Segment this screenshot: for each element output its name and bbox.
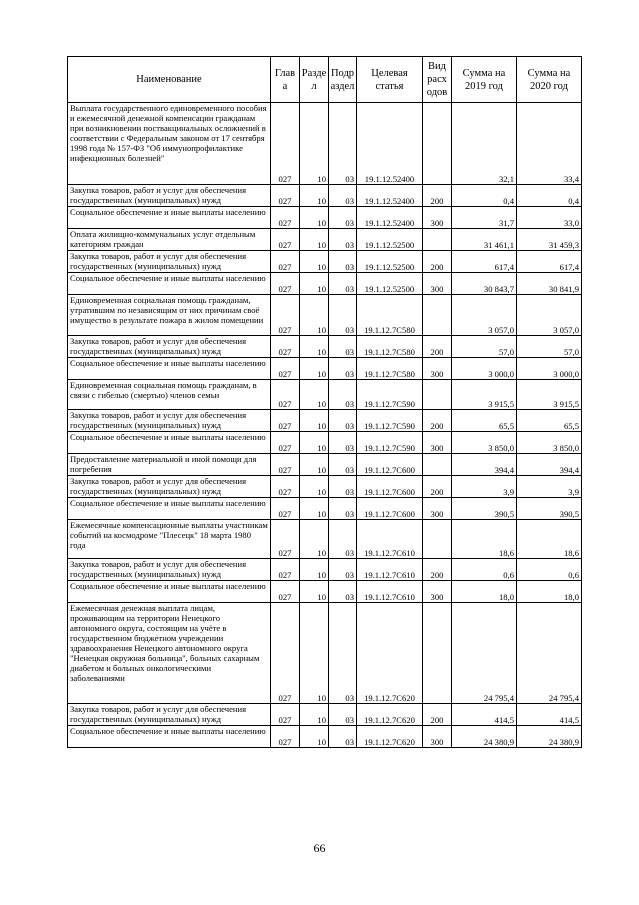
table-row [68,295,582,336]
glava-cell: 027 [271,454,300,476]
row-name-cell: Закупка товаров, работ и услуг для обеспечения государственных (муниципальных) нужд [68,476,271,498]
vid-cell: 300 [423,207,452,229]
sum-2020-cell: 18,0 [517,581,582,603]
glava-cell: 027 [271,520,300,559]
row-name-cell: Закупка товаров, работ и услуг для обеспечения государственных (муниципальных) нужд [68,704,271,726]
row-name-cell: Социальное обеспечение и иные выплаты населению [68,273,271,295]
glava-cell: 027 [271,498,300,520]
vid-cell: 200 [423,476,452,498]
target-cell: 19.1.12.7C600 [357,498,423,520]
vid-cell [423,380,452,410]
target-cell: 19.1.12.52400 [357,185,423,207]
vid-cell [423,603,452,704]
sum-2020-cell: 3 057,0 [517,295,582,336]
podrazdel-cell: 03 [329,410,357,432]
podrazdel-cell: 03 [329,476,357,498]
row-name-cell: Социальное обеспечение и иные выплаты населению [68,358,271,380]
table-row [68,273,582,295]
sum-2019-cell: 18,6 [452,520,517,559]
razdel-cell: 10 [300,103,329,185]
header-vid: Вид расх одов [423,57,452,103]
vid-cell: 300 [423,581,452,603]
podrazdel-cell: 03 [329,207,357,229]
sum-2019-cell: 31,7 [452,207,517,229]
page-number: 66 [313,841,326,855]
table-row [68,336,582,358]
razdel-cell: 10 [300,358,329,380]
sum-2019-cell: 0,6 [452,559,517,581]
podrazdel-cell: 03 [329,251,357,273]
vid-cell [423,229,452,251]
row-name-cell: Закупка товаров, работ и услуг для обеспечения государственных (муниципальных) нужд [68,410,271,432]
sum-2019-cell: 24 795,4 [452,603,517,704]
target-cell: 19.1.12.7C620 [357,726,423,748]
target-cell: 19.1.12.7C610 [357,559,423,581]
target-cell: 19.1.12.52400 [357,207,423,229]
row-name-cell: Единовременная социальная помощь гражданам, утратившим по независящим от них причинам своё имущество в результате пожара в жилом помещении [68,295,271,336]
glava-cell: 027 [271,185,300,207]
vid-cell [423,103,452,185]
budget-table [67,56,582,748]
razdel-cell: 10 [300,295,329,336]
sum-2019-cell: 3 057,0 [452,295,517,336]
row-name-cell: Единовременная социальная помощь гражданам, в связи с гибелью (смертью) членов семьи [68,380,271,410]
razdel-cell: 10 [300,336,329,358]
sum-2020-cell: 3 915,5 [517,380,582,410]
vid-cell: 200 [423,410,452,432]
sum-2020-cell: 0,6 [517,559,582,581]
table-row [68,581,582,603]
razdel-cell: 10 [300,454,329,476]
vid-cell [423,295,452,336]
sum-2019-cell: 3,9 [452,476,517,498]
vid-cell: 200 [423,251,452,273]
glava-cell: 027 [271,380,300,410]
target-cell: 19.1.12.7C620 [357,603,423,704]
row-name-cell: Ежемесячные компенсационные выплаты участникам событий на космодроме "Плесецк" 18 марта 1980 года [68,520,271,559]
razdel-cell: 10 [300,273,329,295]
table-row [68,358,582,380]
sum-2020-cell: 65,5 [517,410,582,432]
razdel-cell: 10 [300,603,329,704]
glava-cell: 027 [271,432,300,454]
table-row [68,229,582,251]
razdel-cell: 10 [300,229,329,251]
row-name-cell: Закупка товаров, работ и услуг для обеспечения государственных (муниципальных) нужд [68,251,271,273]
podrazdel-cell: 03 [329,603,357,704]
sum-2020-cell: 33,4 [517,103,582,185]
glava-cell: 027 [271,581,300,603]
sum-2020-cell: 617,4 [517,251,582,273]
target-cell: 19.1.12.7C600 [357,454,423,476]
sum-2020-cell: 3 000,0 [517,358,582,380]
table-row [68,380,582,410]
header-name: Наименование [68,57,271,103]
row-name-cell: Социальное обеспечение и иные выплаты населению [68,432,271,454]
sum-2020-cell: 31 459,3 [517,229,582,251]
podrazdel-cell: 03 [329,103,357,185]
vid-cell [423,520,452,559]
target-cell: 19.1.12.52400 [357,103,423,185]
sum-2019-cell: 31 461,1 [452,229,517,251]
sum-2020-cell: 0,4 [517,185,582,207]
table-row [68,185,582,207]
vid-cell: 300 [423,432,452,454]
razdel-cell: 10 [300,581,329,603]
target-cell: 19.1.12.7C610 [357,581,423,603]
header-razdel: Разде л [300,57,329,103]
podrazdel-cell: 03 [329,432,357,454]
podrazdel-cell: 03 [329,704,357,726]
target-cell: 19.1.12.7C600 [357,476,423,498]
podrazdel-cell: 03 [329,273,357,295]
razdel-cell: 10 [300,704,329,726]
sum-2020-cell: 24 380,9 [517,726,582,748]
row-name-cell: Социальное обеспечение и иные выплаты населению [68,207,271,229]
podrazdel-cell: 03 [329,520,357,559]
target-cell: 19.1.12.7C610 [357,520,423,559]
glava-cell: 027 [271,229,300,251]
row-name-cell: Выплата государственного единовременного пособия и ежемесячной денежной компенсации гражданам при возникновении поствакцинальных осложнений в соответствии с Федеральным законом от 17 сентября 1998 года № 157-ФЗ "Об иммунопрофилактике инфекционных болезней" [68,103,271,185]
row-name-cell: Социальное обеспечение и иные выплаты населению [68,726,271,748]
podrazdel-cell: 03 [329,581,357,603]
vid-cell: 300 [423,273,452,295]
row-name-cell: Оплата жилищно-коммунальных услуг отдельным категориям граждан [68,229,271,251]
vid-cell [423,454,452,476]
glava-cell: 027 [271,603,300,704]
vid-cell: 200 [423,336,452,358]
header-target: Целевая статья [357,57,423,103]
row-name-cell: Закупка товаров, работ и услуг для обеспечения государственных (муниципальных) нужд [68,336,271,358]
target-cell: 19.1.12.7C580 [357,295,423,336]
table-row [68,476,582,498]
glava-cell: 027 [271,358,300,380]
table-row [68,207,582,229]
table-row [68,410,582,432]
glava-cell: 027 [271,476,300,498]
vid-cell: 200 [423,559,452,581]
razdel-cell: 10 [300,410,329,432]
target-cell: 19.1.12.7C580 [357,358,423,380]
podrazdel-cell: 03 [329,358,357,380]
glava-cell: 027 [271,726,300,748]
sum-2020-cell: 57,0 [517,336,582,358]
table-row [68,498,582,520]
table-header-row [68,57,582,103]
table-row [68,559,582,581]
razdel-cell: 10 [300,380,329,410]
sum-2019-cell: 394,4 [452,454,517,476]
sum-2019-cell: 24 380,9 [452,726,517,748]
header-sum-2019: Сумма на 2019 год [452,57,517,103]
row-name-cell: Социальное обеспечение и иные выплаты населению [68,498,271,520]
vid-cell: 300 [423,726,452,748]
header-podrazdel: Подр аздел [329,57,357,103]
vid-cell: 200 [423,185,452,207]
sum-2019-cell: 3 915,5 [452,380,517,410]
sum-2019-cell: 65,5 [452,410,517,432]
sum-2020-cell: 390,5 [517,498,582,520]
podrazdel-cell: 03 [329,336,357,358]
razdel-cell: 10 [300,498,329,520]
row-name-cell: Ежемесячная денежная выплата лицам, проживающим на территории Ненецкого автономного округа, состоящим на учёте в государственном бюджетном учреждении здравоохранения Ненецкого автономного округа "Ненецкая окружная больница", больных сахарным диабетом и больных онкологическими заболеваниями [68,603,271,704]
razdel-cell: 10 [300,476,329,498]
target-cell: 19.1.12.52500 [357,251,423,273]
vid-cell: 300 [423,498,452,520]
podrazdel-cell: 03 [329,559,357,581]
row-name-cell: Закупка товаров, работ и услуг для обеспечения государственных (муниципальных) нужд [68,185,271,207]
sum-2019-cell: 18,0 [452,581,517,603]
header-sum-2020: Сумма на 2020 год [517,57,582,103]
row-name-cell: Закупка товаров, работ и услуг для обеспечения государственных (муниципальных) нужд [68,559,271,581]
sum-2019-cell: 3 850,0 [452,432,517,454]
podrazdel-cell: 03 [329,229,357,251]
row-name-cell: Социальное обеспечение и иные выплаты населению [68,581,271,603]
sum-2020-cell: 394,4 [517,454,582,476]
glava-cell: 027 [271,559,300,581]
sum-2019-cell: 390,5 [452,498,517,520]
row-name-cell: Предоставление материальной и иной помощи для погребения [68,454,271,476]
header-glava: Глав а [271,57,300,103]
table-row [68,432,582,454]
table-row [68,726,582,748]
razdel-cell: 10 [300,520,329,559]
sum-2020-cell: 18,6 [517,520,582,559]
sum-2020-cell: 3 850,0 [517,432,582,454]
sum-2019-cell: 57,0 [452,336,517,358]
sum-2019-cell: 3 000,0 [452,358,517,380]
target-cell: 19.1.12.7C620 [357,704,423,726]
glava-cell: 027 [271,410,300,432]
table-row [68,520,582,559]
razdel-cell: 10 [300,251,329,273]
sum-2020-cell: 24 795,4 [517,603,582,704]
sum-2019-cell: 30 843,7 [452,273,517,295]
table-row [68,454,582,476]
target-cell: 19.1.12.7C590 [357,380,423,410]
glava-cell: 027 [271,704,300,726]
razdel-cell: 10 [300,559,329,581]
podrazdel-cell: 03 [329,295,357,336]
glava-cell: 027 [271,207,300,229]
podrazdel-cell: 03 [329,185,357,207]
sum-2020-cell: 33,0 [517,207,582,229]
table-row [68,103,582,185]
table-row [68,603,582,704]
razdel-cell: 10 [300,432,329,454]
target-cell: 19.1.12.52500 [357,273,423,295]
target-cell: 19.1.12.7C590 [357,432,423,454]
razdel-cell: 10 [300,726,329,748]
sum-2019-cell: 617,4 [452,251,517,273]
podrazdel-cell: 03 [329,380,357,410]
podrazdel-cell: 03 [329,454,357,476]
sum-2019-cell: 0,4 [452,185,517,207]
glava-cell: 027 [271,103,300,185]
table-row [68,704,582,726]
podrazdel-cell: 03 [329,498,357,520]
vid-cell: 300 [423,358,452,380]
razdel-cell: 10 [300,207,329,229]
podrazdel-cell: 03 [329,726,357,748]
sum-2019-cell: 414,5 [452,704,517,726]
sum-2020-cell: 3,9 [517,476,582,498]
glava-cell: 027 [271,336,300,358]
glava-cell: 027 [271,295,300,336]
glava-cell: 027 [271,251,300,273]
sum-2019-cell: 32,1 [452,103,517,185]
sum-2020-cell: 414,5 [517,704,582,726]
target-cell: 19.1.12.7C580 [357,336,423,358]
sum-2020-cell: 30 841,9 [517,273,582,295]
glava-cell: 027 [271,273,300,295]
table-row [68,251,582,273]
target-cell: 19.1.12.7C590 [357,410,423,432]
target-cell: 19.1.12.52500 [357,229,423,251]
vid-cell: 200 [423,704,452,726]
razdel-cell: 10 [300,185,329,207]
